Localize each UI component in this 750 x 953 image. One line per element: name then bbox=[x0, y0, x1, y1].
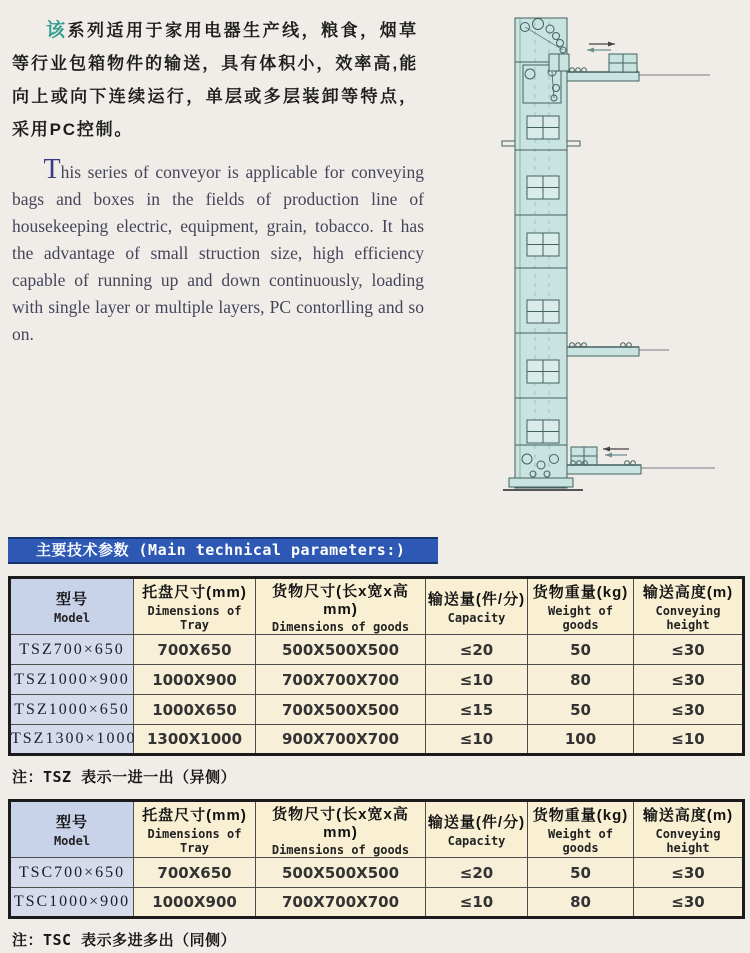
header-cn: 输送量(件/分) bbox=[427, 814, 526, 831]
column-header-1 bbox=[10, 578, 134, 635]
value-cell: ≤10 bbox=[426, 665, 528, 695]
chinese-intro-text: 系列适用于家用电器生产线，粮食，烟草等行业包箱物件的输送，具有体积小，效率高,能向上或向下连续运行，单层或多层装卸等特点，采用PC控制。 bbox=[12, 21, 418, 139]
value-cell: 50 bbox=[528, 695, 634, 725]
column-header-1 bbox=[10, 801, 134, 858]
model-cell: TSC700×650 bbox=[10, 858, 134, 888]
spec-row bbox=[10, 695, 744, 725]
value-cell: 80 bbox=[528, 888, 634, 918]
value-cell: ≤30 bbox=[634, 858, 744, 888]
value-cell: ≤20 bbox=[426, 635, 528, 665]
tsc-spec-table bbox=[8, 799, 745, 919]
value-cell: 700X500X500 bbox=[256, 695, 426, 725]
spec-row bbox=[10, 665, 744, 695]
tsz-note: 注：TSZ 表示一进一出（异侧） bbox=[12, 768, 237, 786]
value-cell: 1000X900 bbox=[134, 888, 256, 918]
header-cn: 输送高度(m) bbox=[642, 807, 734, 824]
english-intro-paragraph bbox=[12, 156, 424, 348]
column-header-4 bbox=[426, 578, 528, 635]
value-cell: 50 bbox=[528, 858, 634, 888]
header-en: Weight of goods bbox=[547, 604, 614, 632]
value-cell: ≤10 bbox=[426, 888, 528, 918]
header-en: Model bbox=[53, 611, 91, 625]
header-en: Conveying height bbox=[655, 827, 721, 855]
header-cn: 托盘尺寸(mm) bbox=[142, 584, 247, 601]
header-en: Weight of goods bbox=[547, 827, 614, 855]
model-cell: TSZ1300×1000 bbox=[10, 725, 134, 755]
column-header-6 bbox=[634, 578, 744, 635]
column-header-2 bbox=[134, 578, 256, 635]
value-cell: 80 bbox=[528, 665, 634, 695]
chinese-intro-paragraph bbox=[12, 14, 418, 146]
tsc-note: 注：TSC 表示多进多出（同侧） bbox=[12, 931, 237, 949]
column-header-5 bbox=[528, 578, 634, 635]
value-cell: ≤10 bbox=[426, 725, 528, 755]
header-cn: 输送量(件/分) bbox=[427, 591, 526, 608]
chinese-lead-char: 该 bbox=[46, 20, 68, 41]
value-cell: ≤30 bbox=[634, 695, 744, 725]
spec-row bbox=[10, 888, 744, 918]
value-cell: 500X500X500 bbox=[256, 858, 426, 888]
header-en: Dimensions of goods bbox=[271, 619, 410, 634]
header-en: Model bbox=[53, 834, 91, 848]
header-cn: 货物重量(kg) bbox=[532, 584, 629, 601]
column-header-6 bbox=[634, 801, 744, 858]
header-row bbox=[10, 801, 744, 858]
value-cell: 900X700X700 bbox=[256, 725, 426, 755]
spec-row bbox=[10, 635, 744, 665]
value-cell: ≤30 bbox=[634, 635, 744, 665]
value-cell: ≤30 bbox=[634, 888, 744, 918]
value-cell: 1300X1000 bbox=[134, 725, 256, 755]
header-en: Dimensions of goods bbox=[271, 842, 410, 857]
value-cell: ≤30 bbox=[634, 665, 744, 695]
value-cell: 50 bbox=[528, 635, 634, 665]
vertical-conveyor-drawing bbox=[497, 8, 727, 500]
section-title: 主要技术参数 (Main technical parameters:) bbox=[36, 541, 406, 559]
model-cell: TSC1000×900 bbox=[10, 888, 134, 918]
english-lead-char: T bbox=[43, 154, 61, 185]
header-cn: 型号 bbox=[55, 814, 88, 831]
model-cell: TSZ1000×900 bbox=[10, 665, 134, 695]
header-en: Capacity bbox=[447, 834, 506, 848]
spec-row bbox=[10, 858, 744, 888]
tsz-spec-table bbox=[8, 576, 745, 756]
value-cell: ≤15 bbox=[426, 695, 528, 725]
header-en: Dimensions of Tray bbox=[147, 604, 242, 632]
column-header-3 bbox=[256, 578, 426, 635]
header-cn: 托盘尺寸(mm) bbox=[142, 807, 247, 824]
header-row bbox=[10, 578, 744, 635]
header-cn: 货物重量(kg) bbox=[532, 807, 629, 824]
spec-row bbox=[10, 725, 744, 755]
header-cn: 货物尺寸(长x宽x高mm) bbox=[272, 582, 409, 618]
column-header-2 bbox=[134, 801, 256, 858]
value-cell: ≤10 bbox=[634, 725, 744, 755]
model-cell: TSZ700×650 bbox=[10, 635, 134, 665]
header-en: Dimensions of Tray bbox=[147, 827, 242, 855]
section-header-bar bbox=[8, 537, 438, 564]
header-en: Capacity bbox=[447, 611, 506, 625]
value-cell: 100 bbox=[528, 725, 634, 755]
header-cn: 货物尺寸(长x宽x高mm) bbox=[272, 805, 409, 841]
header-en: Conveying height bbox=[655, 604, 721, 632]
value-cell: ≤20 bbox=[426, 858, 528, 888]
value-cell: 700X650 bbox=[134, 635, 256, 665]
english-intro-text: his series of conveyor is applicable for conveying bags and boxes in the fields of production line of housekeeping electric, equipment, grain, tobacco. It has the advantage of small struction size, high efficiency capable of running up and down continuously, loading with single layer or multiple layers, PC contorlling and so on. bbox=[12, 162, 424, 344]
column-header-5 bbox=[528, 801, 634, 858]
value-cell: 1000X900 bbox=[134, 665, 256, 695]
column-header-3 bbox=[256, 801, 426, 858]
column-header-4 bbox=[426, 801, 528, 858]
value-cell: 500X500X500 bbox=[256, 635, 426, 665]
value-cell: 700X700X700 bbox=[256, 888, 426, 918]
value-cell: 1000X650 bbox=[134, 695, 256, 725]
model-cell: TSZ1000×650 bbox=[10, 695, 134, 725]
value-cell: 700X650 bbox=[134, 858, 256, 888]
value-cell: 700X700X700 bbox=[256, 665, 426, 695]
header-cn: 型号 bbox=[55, 591, 88, 608]
header-cn: 输送高度(m) bbox=[642, 584, 734, 601]
